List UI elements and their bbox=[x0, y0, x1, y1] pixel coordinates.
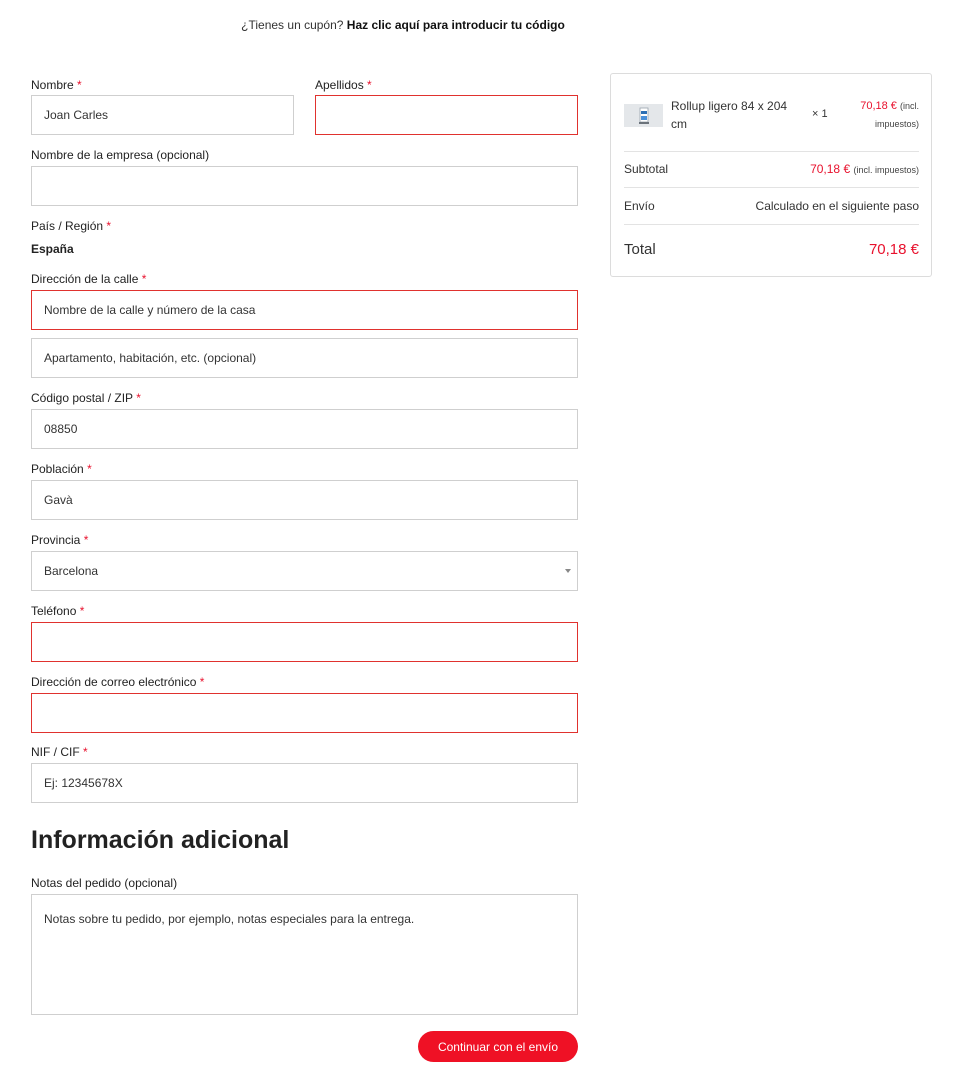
required-mark: * bbox=[106, 219, 112, 233]
product-quantity: × 1 bbox=[812, 108, 828, 120]
nombre-label bbox=[31, 78, 82, 92]
provincia-select[interactable] bbox=[31, 551, 578, 591]
email-input[interactable] bbox=[31, 693, 578, 733]
email-label-text: Dirección de correo electrónico bbox=[31, 675, 197, 689]
telefono-label bbox=[31, 604, 84, 618]
pais-label bbox=[31, 219, 111, 233]
telefono-input[interactable] bbox=[31, 622, 578, 662]
required-mark: * bbox=[199, 675, 205, 689]
pais-label-text: País / Región bbox=[31, 219, 104, 233]
apellidos-label-text: Apellidos bbox=[315, 78, 364, 92]
subtotal-value bbox=[810, 162, 919, 176]
shipping-value: Calculado en el siguiente paso bbox=[755, 199, 919, 213]
nif-input[interactable] bbox=[31, 763, 578, 803]
required-mark: * bbox=[83, 533, 89, 547]
provincia-label-text: Provincia bbox=[31, 533, 81, 547]
chevron-down-icon bbox=[565, 569, 571, 573]
notes-textarea[interactable] bbox=[31, 894, 578, 1015]
total-value: 70,18 € bbox=[868, 241, 919, 258]
subtotal-amount: 70,18 € bbox=[810, 162, 851, 176]
nombre-label-text: Nombre bbox=[31, 78, 74, 92]
required-mark: * bbox=[83, 745, 88, 759]
product-thumbnail bbox=[624, 104, 663, 127]
pais-value: España bbox=[31, 242, 74, 256]
empresa-label bbox=[31, 148, 209, 162]
poblacion-value: Gavà bbox=[44, 493, 73, 507]
total-row bbox=[624, 241, 919, 258]
direccion-input-1[interactable] bbox=[31, 290, 578, 330]
total-label: Total bbox=[624, 241, 656, 258]
required-mark: * bbox=[367, 78, 372, 92]
order-summary bbox=[610, 73, 932, 277]
divider bbox=[624, 224, 919, 225]
cp-input[interactable] bbox=[31, 409, 578, 449]
coupon-link[interactable]: Haz clic aquí para introducir tu código bbox=[346, 18, 565, 32]
provincia-label bbox=[31, 533, 88, 547]
nombre-value: Joan Carles bbox=[44, 108, 109, 122]
poblacion-label-text: Población bbox=[31, 462, 84, 476]
cp-label-text: Código postal / ZIP bbox=[31, 391, 133, 405]
required-mark: * bbox=[77, 78, 82, 92]
direccion-input-2[interactable] bbox=[31, 338, 578, 378]
required-mark: * bbox=[141, 272, 147, 286]
subtotal-label: Subtotal bbox=[624, 162, 669, 176]
nif-placeholder: Ej: 12345678X bbox=[44, 776, 123, 790]
poblacion-input[interactable] bbox=[31, 480, 578, 520]
rollup-banner-icon bbox=[638, 107, 650, 125]
nif-label-text: NIF / CIF bbox=[31, 745, 80, 759]
required-mark: * bbox=[87, 462, 92, 476]
provincia-value: Barcelona bbox=[44, 564, 99, 578]
empresa-input[interactable] bbox=[31, 166, 578, 206]
divider bbox=[624, 187, 919, 188]
subtotal-tax-note: (incl. impuestos) bbox=[853, 165, 919, 175]
notes-label-text: Notas del pedido (opcional) bbox=[31, 876, 178, 890]
cp-value: 08850 bbox=[44, 422, 78, 436]
product-name: Rollup ligero 84 x 204 cm bbox=[671, 99, 788, 131]
apellidos-label bbox=[315, 78, 372, 92]
product-price bbox=[839, 97, 919, 133]
direccion-placeholder-2: Apartamento, habitación, etc. (opcional) bbox=[44, 351, 257, 365]
nombre-input[interactable] bbox=[31, 95, 294, 135]
telefono-label-text: Teléfono bbox=[31, 604, 77, 618]
coupon-prompt: ¿Tienes un cupón? bbox=[241, 18, 344, 32]
poblacion-label bbox=[31, 462, 92, 476]
email-label bbox=[31, 675, 204, 689]
cp-label bbox=[31, 391, 141, 405]
additional-heading: Información adicional bbox=[31, 826, 290, 854]
empresa-label-text: Nombre de la empresa (opcional) bbox=[31, 148, 210, 162]
shipping-label: Envío bbox=[624, 199, 655, 213]
apellidos-input[interactable] bbox=[315, 95, 578, 135]
direccion-label bbox=[31, 272, 146, 286]
continue-button[interactable]: Continuar con el envío bbox=[418, 1031, 578, 1062]
shipping-row bbox=[624, 199, 919, 213]
subtotal-row bbox=[624, 162, 919, 176]
direccion-placeholder-1: Nombre de la calle y número de la casa bbox=[44, 303, 256, 317]
product-price-value: 70,18 € bbox=[860, 100, 897, 112]
required-mark: * bbox=[136, 391, 141, 405]
direccion-label-text: Dirección de la calle bbox=[31, 272, 139, 286]
coupon-notice bbox=[0, 18, 806, 32]
required-mark: * bbox=[79, 604, 85, 618]
notes-label bbox=[31, 876, 177, 890]
divider bbox=[624, 151, 919, 152]
notes-placeholder: Notas sobre tu pedido, por ejemplo, notas especiales para la entrega. bbox=[44, 912, 415, 926]
nif-label bbox=[31, 745, 88, 759]
product-tax-note: (incl. impuestos) bbox=[874, 101, 919, 129]
